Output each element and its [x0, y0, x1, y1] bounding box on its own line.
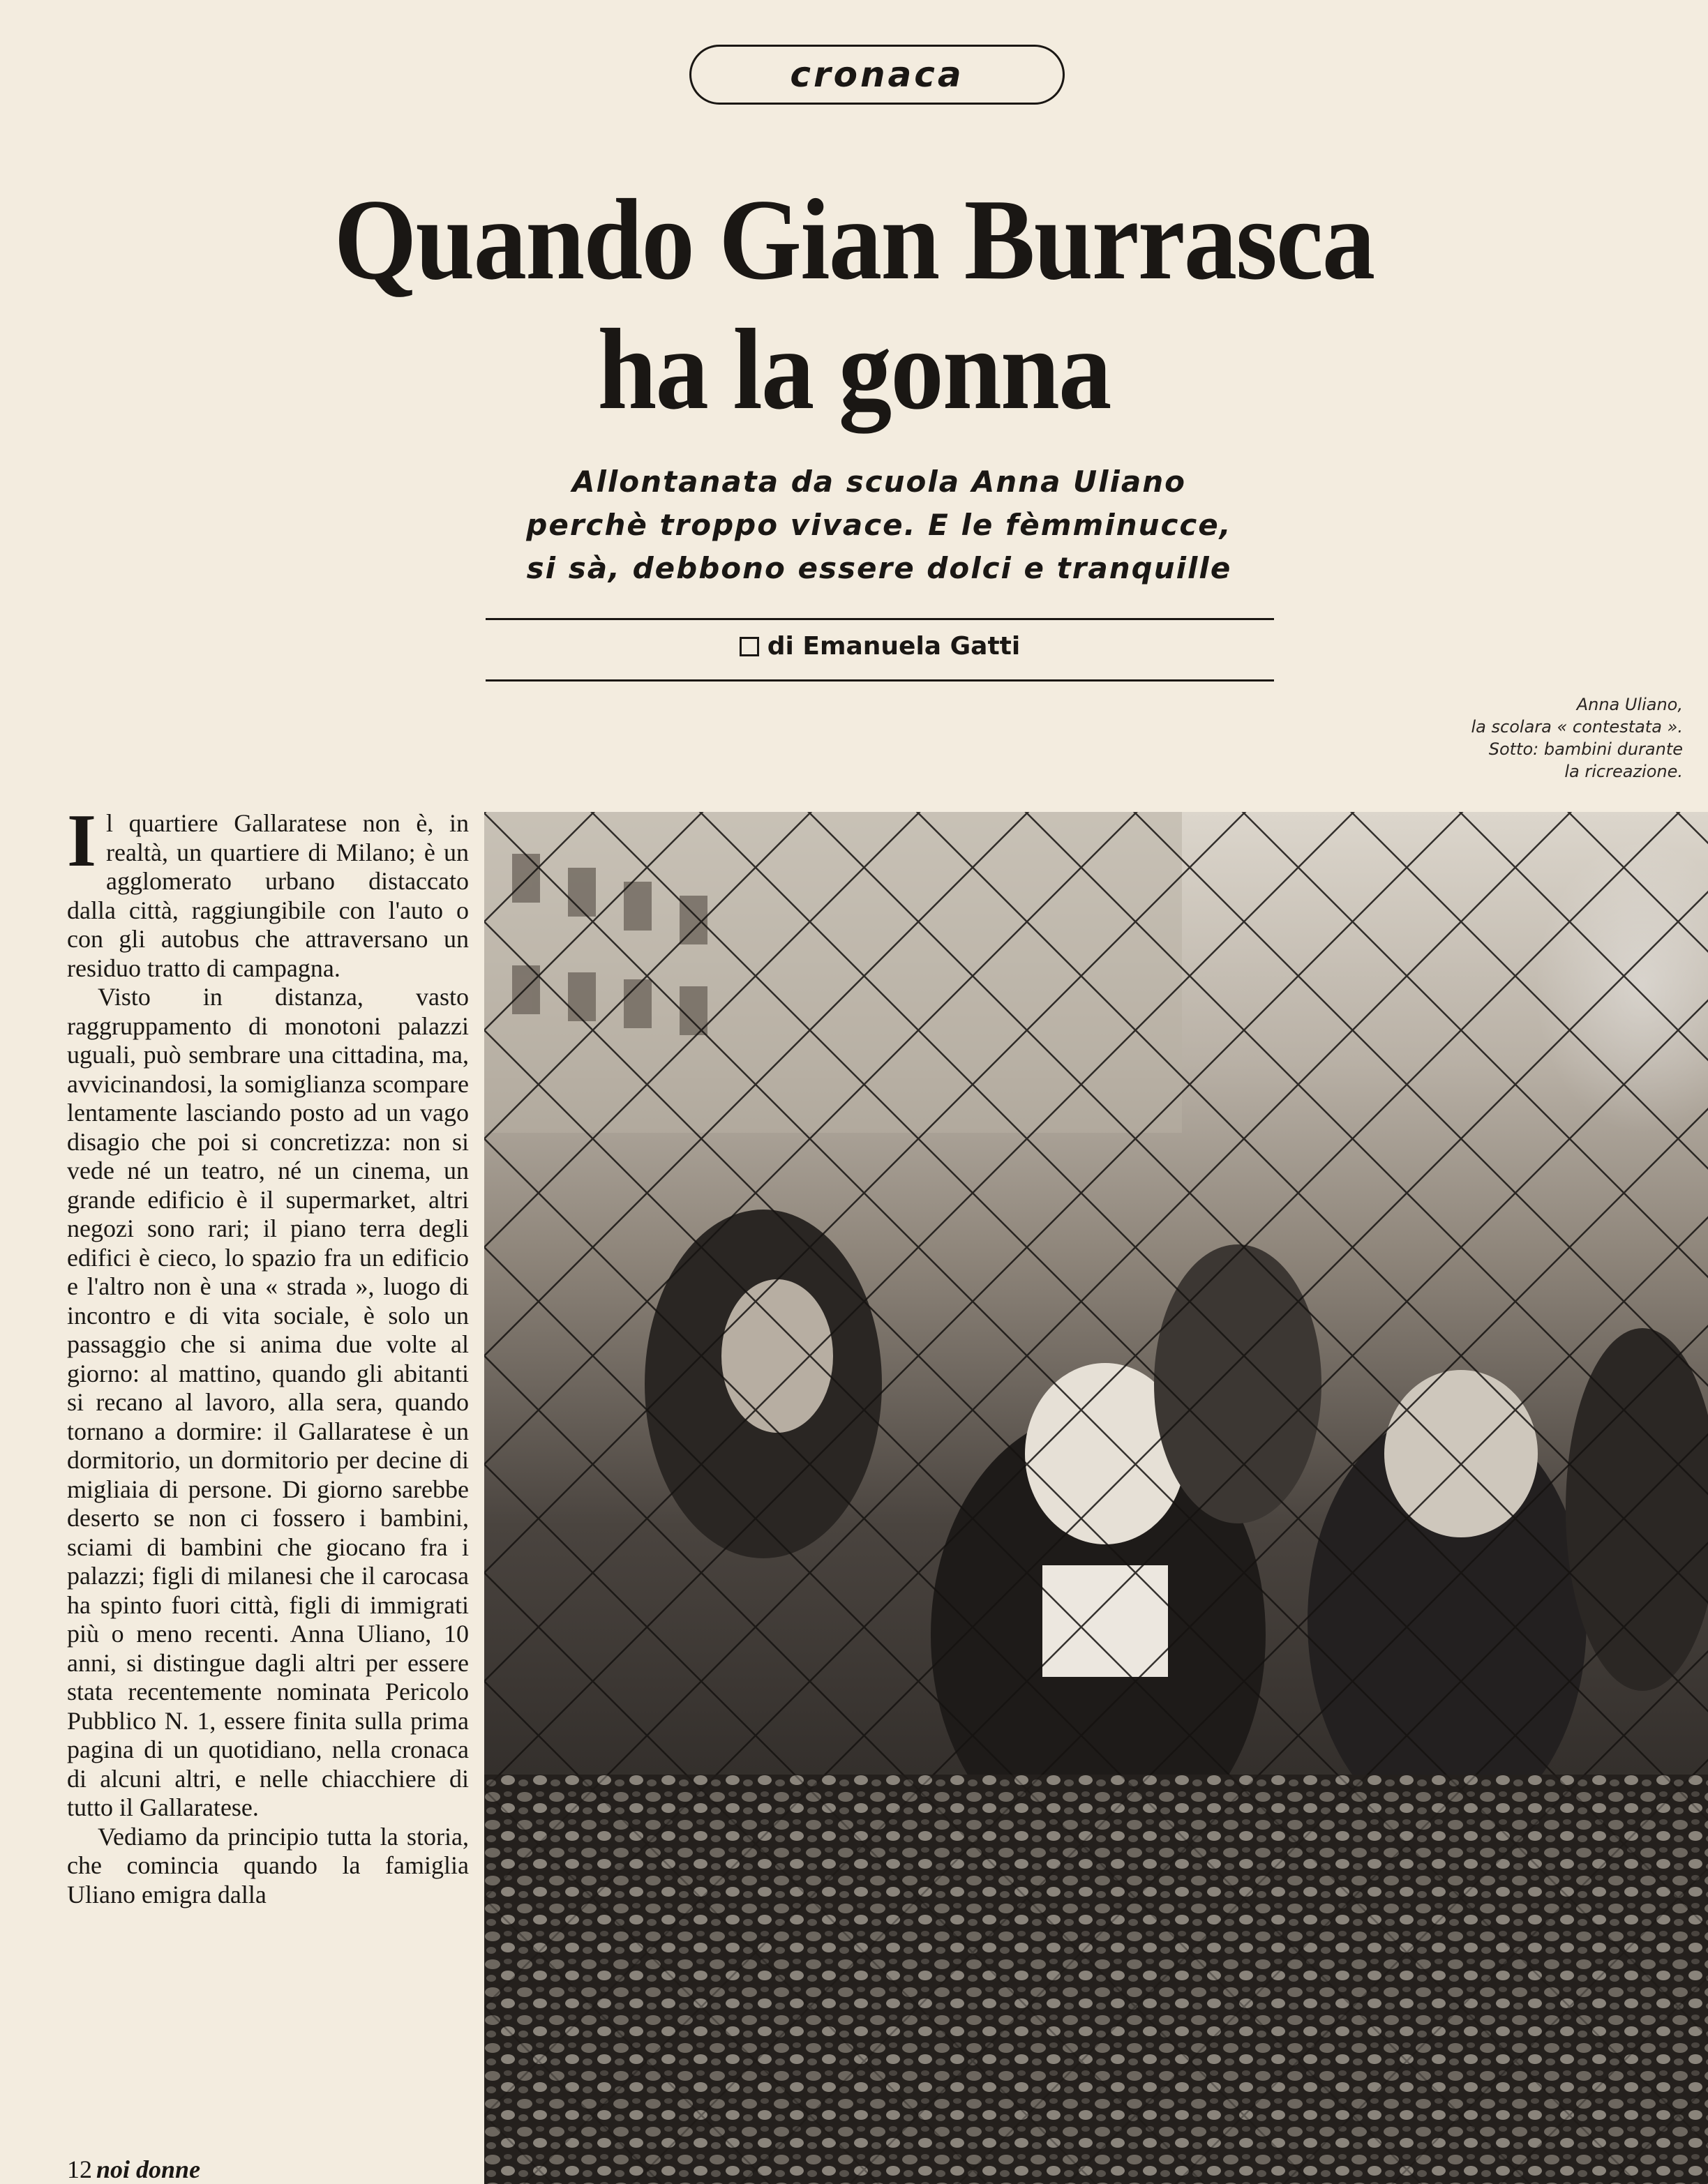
subheadline-line-2: perchè troppo vivace. E le fèmminucce,	[526, 508, 1232, 542]
byline-box-icon	[740, 637, 759, 656]
section-label-text: cronaca	[790, 54, 964, 95]
article-body	[67, 799, 469, 1909]
byline-rule-bottom	[486, 679, 1274, 681]
drop-cap: I	[67, 799, 97, 882]
article-paragraph-2: Visto in distanza, vasto raggruppamento di monotoni palazzi uguali, può sembrare una cittadina, ma, avvicinandosi, la somiglianza scompare lentamente lasciando posto ad un vago disagio che poi si concretizza: non si vede né un teatro, né un cinema, un grande edificio è il supermarket, altri negozi sono rari; il piano terra degli edifici è cieco, lo spazio fra un edificio e l'altro non è una « strada », luogo di incontro e di vita sociale, è solo un passaggio che si anima due volte al giorno: al mattino, quando gli abitanti si recano al lavoro, alla sera, quando tornano a dormire: il Gallaratese è un dormitorio, un dormitorio per decine di migliaia di persone. Di giorno sarebbe deserto se non ci fossero i bambini, sciami di bambini che giocano fra i palazzi; figli di milanesi che il carocasa ha spinto fuori città, figli di immigrati più o meno recenti. Anna Uliano, 10 anni, si distingue dagli altri per essere stata recentemente nominata Pericolo Pubblico N. 1, essere finita sulla prima pagina di un quotidiano, nella cronaca di alcuni altri, e nelle chiacchiere di tutto il Gallaratese.	[67, 983, 469, 1821]
magazine-name: noi donne	[96, 2155, 201, 2183]
byline-text: di Emanuela Gatti	[767, 632, 1021, 661]
caption-line-1: Anna Uliano,	[1576, 695, 1683, 714]
article-paragraph-3: Vediamo da principio tutta la storia, che comincia quando la famiglia Uliano emigra dalla	[67, 1822, 469, 1908]
subheadline-line-1: Allontanata da scuola Anna Uliano	[571, 465, 1187, 499]
article-paragraph-1: Il quartiere Gallaratese non è, in realtà, un quartiere di Milano; è un agglomerato urbano distaccato dalla città, raggiungibile con l'auto o con gli autobus che attraversano un residuo tratto di campagna.	[67, 799, 469, 982]
byline	[486, 632, 1274, 661]
headline-line-1: Quando Gian Burrasca	[334, 175, 1374, 303]
caption-line-4: la ricreazione.	[1564, 762, 1683, 781]
caption-line-3: Sotto: bambini durante	[1488, 739, 1683, 759]
headline-line-2: ha la gonna	[597, 305, 1111, 433]
photo-artwork	[484, 812, 1708, 2184]
photo-caption	[1471, 693, 1683, 783]
caption-line-2: la scolara « contestata ».	[1471, 717, 1683, 737]
section-label	[689, 45, 1065, 105]
subheadline-line-3: si sà, debbono essere dolci e tranquille	[526, 551, 1232, 585]
headline	[68, 174, 1640, 434]
page-number: 12	[67, 2155, 92, 2183]
byline-rule-top	[486, 618, 1274, 620]
page-folio	[67, 2155, 200, 2183]
subheadline	[391, 460, 1368, 590]
photo-children-behind-fence	[484, 812, 1708, 2184]
